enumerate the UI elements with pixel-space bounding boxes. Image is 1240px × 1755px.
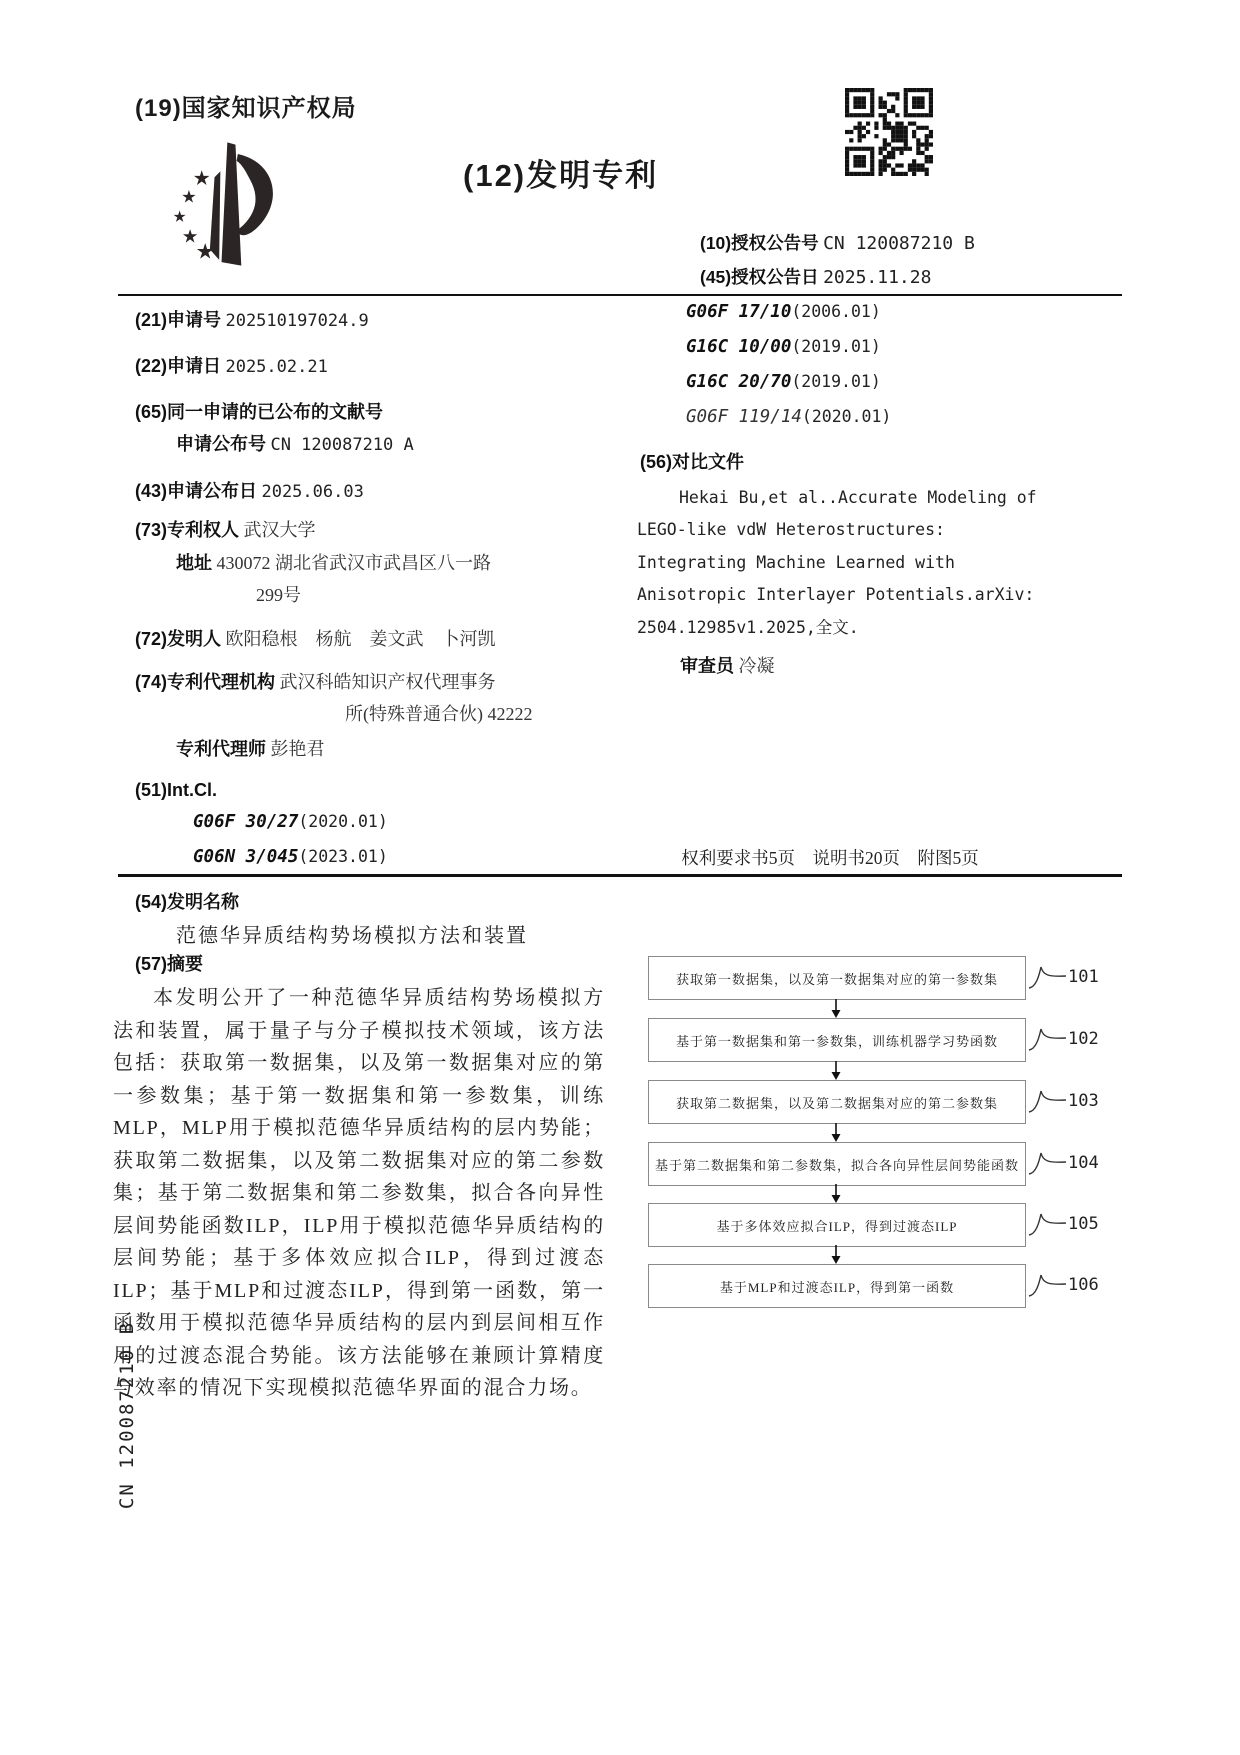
agent-value: 彭艳君 — [270, 739, 325, 759]
down-arrow-icon — [830, 999, 842, 1018]
examiner-label: 审查员 — [680, 656, 734, 676]
address-label: 地址 — [176, 553, 212, 573]
flowchart-step-3: 获取第二数据集，以及第二数据集对应的第二参数集 — [648, 1080, 1026, 1124]
grant-number-value: CN 120087210 B — [823, 233, 975, 254]
intcl-year: (2019.01) — [791, 372, 881, 391]
reference-line: 2504.12985v1.2025,全文. — [637, 618, 859, 637]
down-arrow-icon — [830, 1245, 842, 1264]
intcl-year: (2006.01) — [791, 302, 881, 321]
flowchart-ref-104: 104 — [1068, 1153, 1099, 1173]
agent-row — [176, 735, 324, 761]
reference-connector — [1028, 964, 1068, 990]
agency-row-2 — [345, 700, 533, 726]
publication-number-row — [176, 430, 414, 456]
reference-line: Integrating Machine Learned with — [637, 553, 955, 572]
patentee-value: 武汉大学 — [243, 520, 316, 540]
flowchart-ref-102: 102 — [1068, 1029, 1099, 1049]
application-date-row — [135, 352, 328, 378]
application-publication-date-row — [135, 477, 364, 503]
invention-title: 范德华异质结构势场模拟方法和装置 — [176, 925, 528, 947]
intcl-code: G16C 10/00 — [686, 337, 792, 357]
grant-date-value: 2025.11.28 — [823, 267, 932, 288]
cited-references-label: (56)对比文件 — [640, 452, 745, 472]
abstract-text: 本发明公开了一种范德华异质结构势场模拟方法和装置，属于量子与分子模拟技术领域，该方法包括：获取第一数据集，以及第一数据集对应的第一参数集；基于第一数据集和第一参数集，训练MLP，MLP用于模拟范德华异质结构的层内势能；获取第二数据集，以及第二数据集对应的第二参数集；基于第二数据集和第二参数集，拟合各向异性层间势能函数ILP，ILP用于模拟范德华异质结构的层间势能；基于多体效应拟合ILP，得到过渡态ILP；基于MLP和过渡态ILP，得到第一函数，第一函数用于模拟范德华异质结构的层内到层间相互作用的过渡态混合势能。该方法能够在兼顾计算精度与效率的情况下实现模拟范德华界面的混合力场。 — [113, 987, 605, 1399]
address-row-2 — [256, 581, 301, 607]
intcl-code: G16C 20/70 — [686, 372, 792, 392]
publication-number-value: CN 120087210 A — [270, 435, 414, 455]
reference-connector — [1028, 1150, 1068, 1176]
application-publication-date-value: 2025.06.03 — [261, 482, 364, 502]
intcl-year: (2023.01) — [298, 847, 388, 866]
flowchart-ref-row — [1028, 1264, 1099, 1306]
flowchart-figure — [648, 0, 1108, 1320]
address-value-2: 299号 — [256, 585, 301, 605]
intcl-item — [193, 847, 388, 867]
same-application-row — [135, 398, 383, 424]
flowchart-ref-101: 101 — [1068, 967, 1099, 987]
application-date-label: (22)申请日 — [135, 356, 222, 376]
intcl-year: (2020.01) — [298, 812, 388, 831]
application-number-label: (21)申请号 — [135, 310, 222, 330]
same-application-label: (65)同一申请的已公布的文献号 — [135, 402, 384, 422]
publication-number-label: 申请公布号 — [176, 434, 266, 454]
reference-line: Anisotropic Interlayer Potentials.arXiv: — [637, 585, 1035, 604]
address-value: 430072 湖北省武汉市武昌区八一路 — [216, 553, 491, 573]
application-publication-date-label: (43)申请公布日 — [135, 481, 258, 501]
reference-connector — [1028, 1211, 1068, 1237]
agency-row — [135, 668, 495, 694]
flowchart-ref-row — [1028, 1142, 1099, 1184]
grant-date-label: (45)授权公告日 — [700, 267, 819, 287]
reference-line: Hekai Bu,et al..Accurate Modeling of — [679, 488, 1037, 507]
flowchart-step-2: 基于第一数据集和第一参数集，训练机器学习势函数 — [648, 1018, 1026, 1062]
abstract-label: (57)摘要 — [135, 954, 204, 974]
inventors-value: 欧阳稳根 杨航 姜文武 卜河凯 — [225, 629, 496, 649]
intcl-item — [193, 812, 388, 832]
agency-label: (74)专利代理机构 — [135, 672, 276, 692]
down-arrow-icon — [830, 1061, 842, 1080]
intcl-code: G06N 3/045 — [193, 847, 299, 867]
application-number-value: 202510197024.9 — [225, 311, 369, 331]
inventors-row — [135, 625, 495, 651]
flowchart-ref-103: 103 — [1068, 1091, 1099, 1111]
flowchart-ref-row — [1028, 1018, 1099, 1060]
vertical-document-id: CN 120087210 B — [116, 1320, 138, 1510]
flowchart-step-5: 基于多体效应拟合ILP，得到过渡态ILP — [648, 1203, 1026, 1247]
flowchart-ref-row — [1028, 1203, 1099, 1245]
grant-number-label: (10)授权公告号 — [700, 233, 819, 253]
reference-connector — [1028, 1088, 1068, 1114]
flowchart-ref-105: 105 — [1068, 1214, 1099, 1234]
document-type-title: (12)发明专利 — [463, 158, 659, 193]
down-arrow-icon — [830, 1123, 842, 1142]
examiner-value: 冷凝 — [738, 656, 775, 676]
flowchart-ref-row — [1028, 1080, 1099, 1122]
application-number-row — [135, 306, 369, 332]
cnipa-logo — [165, 140, 285, 268]
flowchart-step-6: 基于MLP和过渡态ILP，得到第一函数 — [648, 1264, 1026, 1308]
intcl-code: G06F 30/27 — [193, 812, 299, 832]
intcl-row — [135, 780, 217, 801]
agency-value-2: 所(特殊普通合伙) 42222 — [345, 704, 533, 724]
flowchart-step-4: 基于第二数据集和第二参数集，拟合各向异性层间势能函数 — [648, 1142, 1026, 1186]
application-date-value: 2025.02.21 — [225, 357, 328, 377]
patentee-label: (73)专利权人 — [135, 520, 240, 540]
intcl-code: G06F 17/10 — [686, 302, 792, 322]
page-counts-line: 权利要求书5页 说明书20页 附图5页 — [681, 848, 979, 868]
reference-connector — [1028, 1272, 1068, 1298]
intcl-year: (2020.01) — [801, 407, 892, 426]
agent-label: 专利代理师 — [176, 739, 266, 759]
invention-title-label: (54)发明名称 — [135, 892, 240, 912]
patentee-row — [135, 516, 315, 542]
intcl-code: G06F 119/14 — [686, 407, 802, 427]
inventors-label: (72)发明人 — [135, 629, 222, 649]
agency-value: 武汉科皓知识产权代理事务 — [279, 672, 496, 692]
intcl-year: (2019.01) — [791, 337, 881, 356]
patent-office-name: (19)国家知识产权局 — [135, 95, 357, 122]
flowchart-ref-106: 106 — [1068, 1275, 1099, 1295]
flowchart-step-1: 获取第一数据集，以及第一数据集对应的第一参数集 — [648, 956, 1026, 1000]
flowchart-ref-row — [1028, 956, 1099, 998]
address-row — [176, 549, 491, 575]
reference-line: LEGO-like vdW Heterostructures: — [637, 520, 945, 539]
reference-connector — [1028, 1026, 1068, 1052]
intcl-label: (51)Int.Cl. — [135, 780, 218, 800]
down-arrow-icon — [830, 1184, 842, 1203]
